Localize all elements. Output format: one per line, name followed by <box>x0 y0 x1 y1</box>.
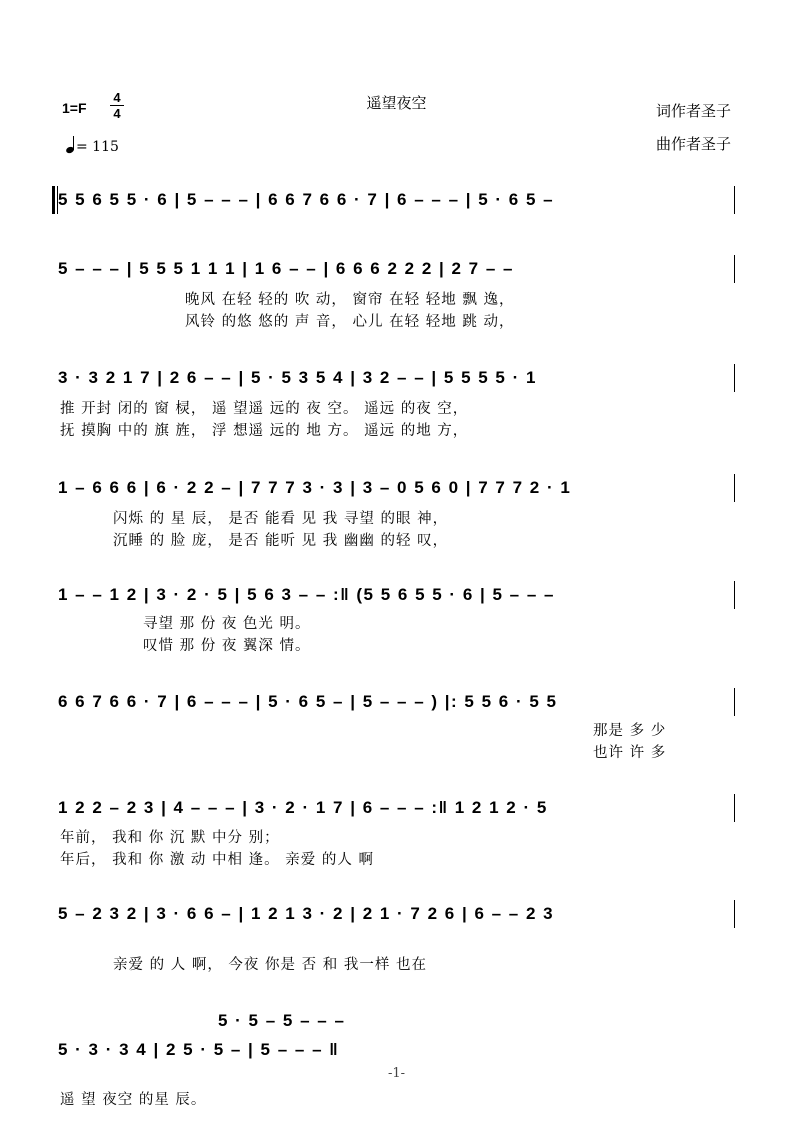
composer-credit: 曲作者圣子 <box>655 135 731 153</box>
page-number: -1- <box>387 1066 406 1081</box>
score-system-9-upper <box>218 1011 458 1041</box>
lyric-verse-2: 抚 摸胸 中的 旗 旌， 浮 想遥 远的 地 方。 遥远 的地 方， <box>60 423 469 439</box>
tempo-marking <box>66 137 119 155</box>
score-system-2 <box>58 259 731 289</box>
score-system-1 <box>58 190 731 220</box>
time-signature <box>108 90 126 121</box>
notation-line: 1 – – 1 2 | 3 · 2 · 5 | 5 6 3 – – :‖ (5 5 6 5 5 · 6 | 5 – – – <box>58 585 555 604</box>
lyric-verse-2: 年后， 我和 你 激 动 中相 逢。 亲爱 的人 啊 <box>60 852 374 868</box>
notation-line: 5 5 6 5 5 · 6 | 5 – – – | 6 6 7 6 6 · 7 | 6 – – – | 5 · 6 5 – <box>58 190 555 209</box>
score-system-6 <box>58 692 731 722</box>
tempo-value: = 115 <box>76 139 119 155</box>
notation-line: 6 6 7 6 6 · 7 | 6 – – – | 5 · 6 5 – | 5 – – – ) |: 5 5 6 · 5 5 <box>58 692 558 711</box>
score-system-5 <box>58 585 731 615</box>
lyric-verse-1: 遥 望 夜空 的星 辰。 <box>60 1092 207 1108</box>
notation-line: 1 – 6 6 6 | 6 · 2 2 – | 7 7 7 3 · 3 | 3 – 0 5 6 0 | 7 7 7 2 · 1 <box>58 478 572 497</box>
lyric-verse-1: 亲爱 的 人 啊， 今夜 你是 否 和 我一样 也在 <box>113 957 427 973</box>
notation-line: 1 2 2 – 2 3 | 4 – – – | 3 · 2 · 1 7 | 6 – – – :‖ 1 2 1 2 · 5 <box>58 798 548 817</box>
lyric-verse-1: 推 开封 闭的 窗 棂， 遥 望遥 远的 夜 空。 遥远 的夜 空， <box>60 401 469 417</box>
notation-line: 5 · 3 · 3 4 | 2 5 · 5 – | 5 – – – ‖ <box>58 1040 340 1059</box>
lyric-verse-2: 风铃 的悠 悠的 声 音， 心儿 在轻 轻地 跳 动， <box>185 314 515 330</box>
lyric-verse-1: 寻望 那 份 夜 色光 明。 <box>143 616 311 632</box>
lyric-verse-2: 也许 许 多 <box>593 745 667 761</box>
score-system-3 <box>58 368 731 398</box>
notation-line: 3 · 3 2 1 7 | 2 6 – – | 5 · 5 3 5 4 | 3 2 – – | 5 5 5 5 · 1 <box>58 368 537 387</box>
upper-voice-line: 5 · 5 – 5 – – – <box>218 1011 346 1030</box>
score-system-7 <box>58 798 731 828</box>
song-title: 遥望夜空 <box>366 94 427 112</box>
time-signature-top: 4 <box>113 90 121 105</box>
lyric-verse-2: 叹惜 那 份 夜 翼深 情。 <box>143 638 311 654</box>
notation-line: 5 – – – | 5 5 5 1 1 1 | 1 6 – – | 6 6 6 2 2 2 | 2 7 – – <box>58 259 514 278</box>
key-signature: 1=F <box>62 100 87 116</box>
score-system-4 <box>58 478 731 508</box>
time-signature-bottom: 4 <box>113 106 121 121</box>
lyric-verse-1: 那是 多 少 <box>593 723 667 739</box>
notation-line: 5 – 2 3 2 | 3 · 6 6 – | 1 2 1 3 · 2 | 2 1 · 7 2 6 | 6 – – 2 3 <box>58 904 555 923</box>
lyric-verse-2: 沉睡 的 脸 庞， 是否 能听 见 我 幽幽 的轻 叹， <box>113 533 449 549</box>
quarter-note-icon <box>66 137 76 153</box>
score-system-8 <box>58 904 731 934</box>
lyricist-credit: 词作者圣子 <box>655 102 731 120</box>
lyric-verse-1: 闪烁 的 星 辰， 是否 能看 见 我 寻望 的眼 神， <box>113 511 449 527</box>
lyric-verse-1: 年前， 我和 你 沉 默 中分 别； <box>60 830 280 846</box>
lyric-verse-1: 晚风 在轻 轻的 吹 动， 窗帘 在轻 轻地 飘 逸， <box>185 292 515 308</box>
